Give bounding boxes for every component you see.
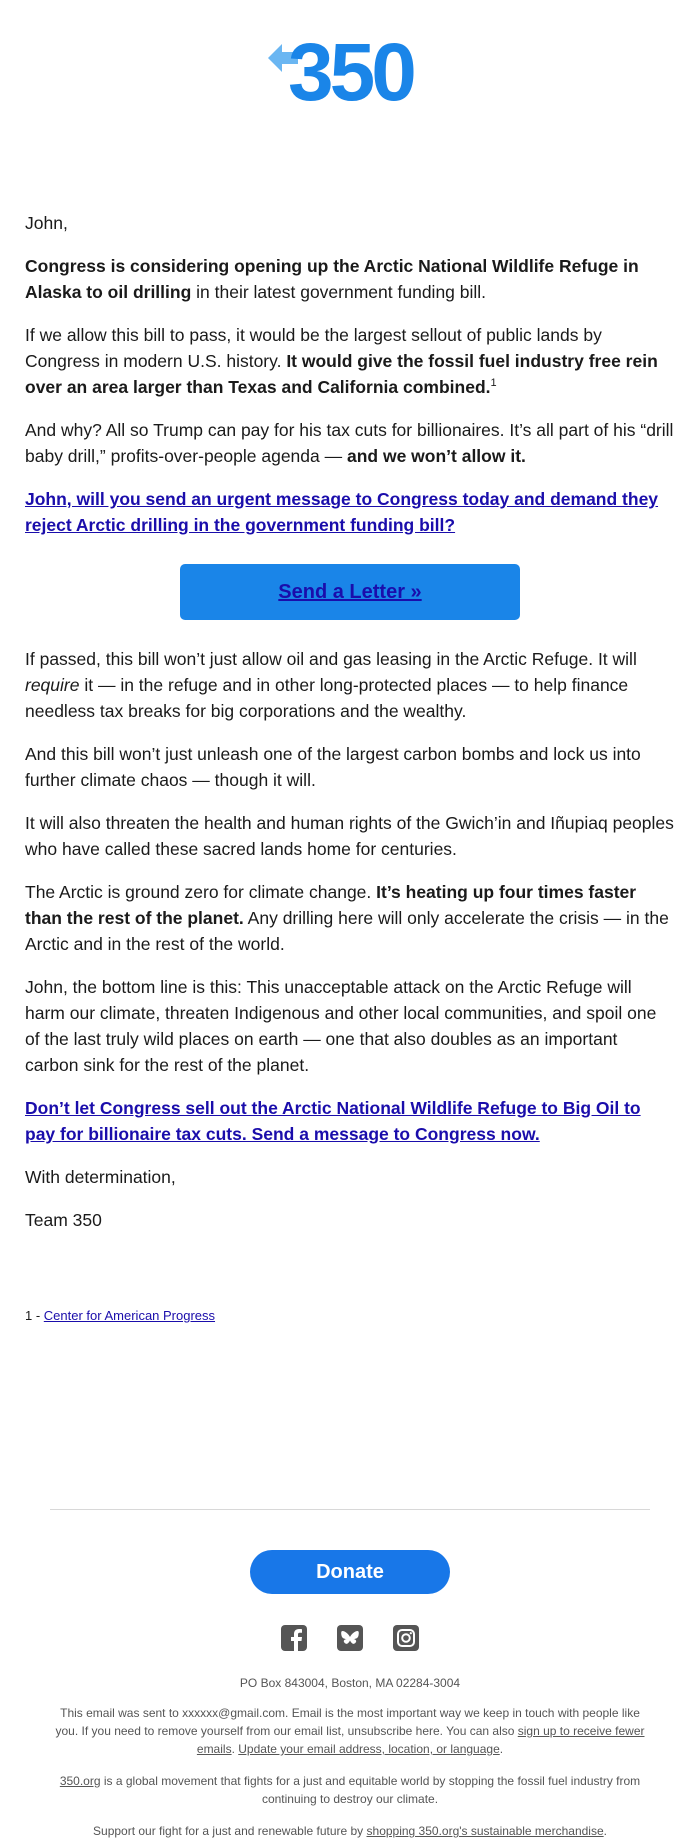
- footnote-prefix: 1 -: [25, 1308, 44, 1323]
- footer-divider: [50, 1509, 650, 1510]
- paragraph-4: [25, 646, 675, 724]
- bluesky-icon[interactable]: [336, 1624, 364, 1652]
- org-site-link[interactable]: 350.org: [59, 1774, 101, 1788]
- p4-b: it — in the refuge and in other long-protected places — to help finance needless tax breaks for big corporations and the wealthy.: [25, 675, 629, 721]
- p2-plain: If we allow this bill to pass, it would be the largest sellout of public lands by Congress in modern U.S. history.: [25, 325, 602, 371]
- send-message-now-link[interactable]: Don’t let Congress sell out the Arctic National Wildlife Refuge to Big Oil to pay for billionaire tax cuts. Send a message to Congress now.: [25, 1098, 641, 1144]
- paragraph-5: And this bill won’t just unleash one of the largest carbon bombs and lock us into further climate chaos — though it will.: [25, 744, 641, 790]
- send-message-link[interactable]: John, will you send an urgent message to Congress today and demand they reject Arctic drilling in the government funding bill?: [25, 489, 659, 535]
- p3-plain: And why? All so Trump can pay for his tax cuts for billionaires. It’s all part of his “drill baby drill,” profits-over-people agenda —: [25, 420, 674, 466]
- update-preferences-link[interactable]: Update your email address, location, or language: [238, 1742, 500, 1756]
- p2-bold: It would give the fossil fuel industry free rein over an area larger than Texas and California combined.: [25, 351, 658, 397]
- donate-button[interactable]: Donate: [250, 1550, 450, 1594]
- fewer-emails-link[interactable]: sign up to receive fewer emails: [196, 1724, 645, 1756]
- donate-row: [0, 1550, 700, 1594]
- postal-address: PO Box 843004, Boston, MA 02284-3004: [239, 1676, 461, 1690]
- paragraph-8: John, the bottom line is this: This unacceptable attack on the Arctic Refuge will harm our climate, threaten Indigenous and other local communities, and spoil one of the last truly wild places on earth — one that also doubles as an important carbon sink for the rest of the planet.: [25, 977, 657, 1075]
- paragraph-link-2: [25, 1095, 675, 1147]
- paragraph-7: [25, 879, 675, 957]
- facebook-icon[interactable]: [280, 1624, 308, 1652]
- p7-plain: The Arctic is ground zero for climate change.: [25, 882, 377, 902]
- footnote: [0, 1308, 700, 1323]
- logo-350[interactable]: [268, 30, 433, 105]
- notice-text-a: This email was sent to xxxxxx@gmail.com. Email is the most important way we keep in touch with people like you. If you need to remove yourself from our email list, unsubscribe here. You can also: [55, 1706, 640, 1738]
- p1-rest: in their latest government funding bill.: [191, 282, 487, 302]
- p7-bold: It’s heating up four times faster than the rest of the planet.: [25, 882, 637, 928]
- p4-em: require: [25, 675, 80, 695]
- notice-text-c: .: [499, 1742, 504, 1756]
- social-links: [0, 1624, 700, 1656]
- signoff: With determination,: [25, 1167, 176, 1187]
- email-body: [0, 210, 700, 1233]
- paragraph-link-1: [25, 486, 675, 538]
- p7-rest: Any drilling here will only accelerate the crisis — in the Arctic and in the rest of the world.: [25, 908, 669, 954]
- paragraph-2: [25, 322, 675, 400]
- p3-bold: and we won’t allow it.: [346, 446, 526, 466]
- p4-a: If passed, this bill won’t just allow oil and gas leasing in the Arctic Refuge. It will: [25, 649, 637, 669]
- org-text: is a global movement that fights for a just and equitable world by stopping the fossil fuel industry from continuing to destroy our climate.: [100, 1774, 641, 1806]
- notice-text-b: .: [231, 1742, 239, 1756]
- paragraph-3: [25, 417, 675, 469]
- org-description: [50, 1772, 650, 1808]
- instagram-icon[interactable]: [392, 1624, 420, 1652]
- signature: Team 350: [25, 1210, 102, 1230]
- header: [0, 0, 700, 210]
- paragraph-1: [25, 253, 675, 305]
- send-letter-button[interactable]: Send a Letter »: [180, 564, 520, 620]
- paragraph-6: It will also threaten the health and human rights of the Gwich’in and Iñupiaq peoples who have called these sacred lands home for centuries.: [25, 813, 674, 859]
- support-text: Support our fight for a just and renewable future by: [93, 1824, 367, 1838]
- subscription-notice: [50, 1704, 650, 1758]
- greeting: John,: [25, 213, 68, 233]
- merchandise-link[interactable]: shopping 350.org's sustainable merchandise: [366, 1824, 604, 1838]
- footnote-link[interactable]: Center for American Progress: [43, 1308, 216, 1323]
- support-end: .: [603, 1824, 607, 1838]
- p1-bold: Congress is considering opening up the Arctic National Wildlife Refuge in Alaska to oil drilling: [25, 256, 639, 302]
- svg-text:350: 350: [288, 30, 413, 105]
- footnote-ref: 1: [490, 377, 497, 390]
- cta-row: [25, 564, 675, 620]
- merch-support: [50, 1822, 650, 1840]
